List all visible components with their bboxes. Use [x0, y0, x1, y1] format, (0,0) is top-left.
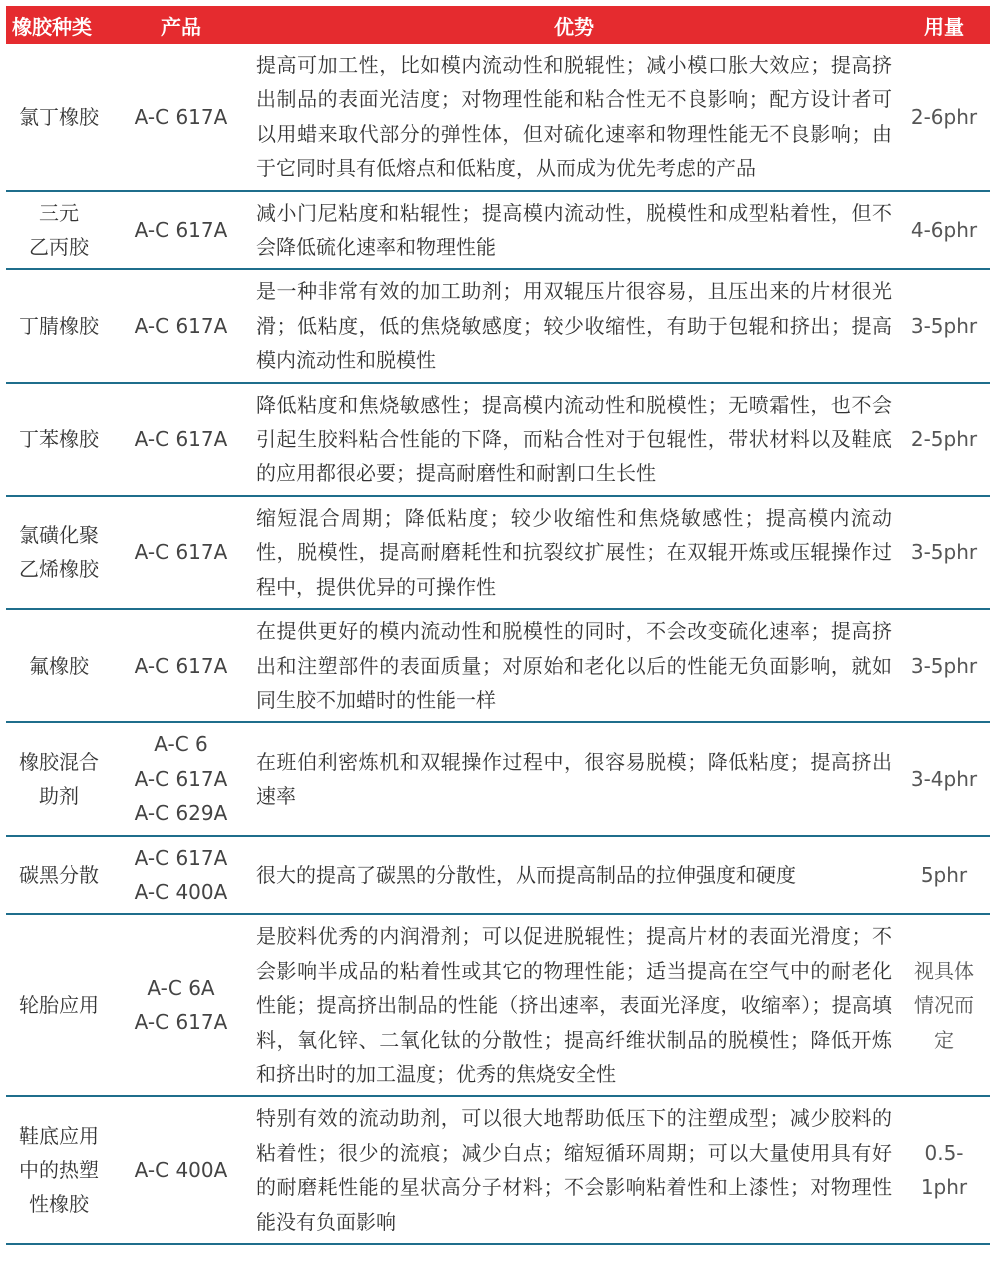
advantage-cell: 提高可加工性，比如模内流动性和脱辊性；减小模口胀大效应；提高挤出制品的表面光洁度；对物理性能和粘合性无不良影响；配方设计者可以用蜡来取代部分的弹性体，但对硫化速率和物理性能无不良影响；由于它同时具有低熔点和低粘度，从而成为优先考虑的产品	[250, 44, 898, 191]
advantage-cell: 在班伯利密炼机和双辊操作过程中，很容易脱模；降低粘度；提高挤出速率	[250, 722, 898, 835]
dosage-line: 2-5phr	[910, 427, 978, 452]
dosage-cell	[898, 836, 990, 915]
rubber-type-line: 中的热塑	[19, 1157, 99, 1182]
dosage-line: 情况而	[914, 993, 974, 1018]
rubber-type-line: 氯磺化聚	[19, 523, 99, 548]
product-name: A-C 6	[154, 732, 208, 757]
product-name: A-C 617A	[134, 766, 228, 791]
rubber-type-line: 丁苯橡胶	[19, 427, 99, 452]
product-cell	[112, 269, 250, 382]
table-row	[6, 496, 990, 609]
header-product: 产品	[112, 6, 250, 44]
advantage-cell: 特别有效的流动助剂，可以很大地帮助低压下的注塑成型；减少胶料的粘着性；很少的流痕；减少白点；缩短循环周期；可以大量使用具有好的耐磨耗性能的星状高分子材料；不会影响粘着性和上漆性；对物理性能没有负面影响	[250, 1096, 898, 1244]
dosage-cell	[898, 496, 990, 609]
rubber-type-cell	[6, 1096, 112, 1244]
product-name: A-C 617A	[134, 845, 228, 870]
product-cell	[112, 914, 250, 1096]
rubber-type-line: 助剂	[39, 783, 79, 808]
header-rubber-type: 橡胶种类	[6, 6, 112, 44]
rubber-type-cell	[6, 383, 112, 496]
rubber-type-line: 碳黑分散	[19, 862, 99, 887]
product-name: A-C 617A	[134, 653, 228, 678]
rubber-type-line: 橡胶混合	[19, 749, 99, 774]
rubber-type-line: 氟橡胶	[29, 653, 89, 678]
dosage-line: 3-5phr	[910, 540, 978, 565]
rubber-type-line: 轮胎应用	[19, 993, 99, 1018]
header-advantage: 优势	[250, 6, 898, 44]
dosage-line: 3-4phr	[910, 766, 978, 791]
rubber-type-cell	[6, 44, 112, 191]
dosage-line: 3-5phr	[910, 653, 978, 678]
table-row	[6, 722, 990, 835]
dosage-cell	[898, 191, 990, 270]
advantage-cell: 降低粘度和焦烧敏感性；提高模内流动性和脱模性；无喷霜性，也不会引起生胶料粘合性能的下降，而粘合性对于包辊性，带状材料以及鞋底的应用都很必要；提高耐磨性和耐割口生长性	[250, 383, 898, 496]
table-row	[6, 609, 990, 722]
table-body	[6, 44, 990, 1244]
dosage-line: 视具体	[914, 958, 974, 983]
rubber-additive-table	[6, 6, 990, 1245]
rubber-type-line: 丁腈橡胶	[19, 313, 99, 338]
dosage-line: 1phr	[920, 1175, 968, 1200]
product-name: A-C 400A	[134, 879, 228, 904]
dosage-cell	[898, 609, 990, 722]
product-cell	[112, 496, 250, 609]
header-dosage: 用量	[898, 6, 990, 44]
rubber-type-line: 鞋底应用	[19, 1123, 99, 1148]
product-name: A-C 629A	[134, 801, 228, 826]
product-name: A-C 617A	[134, 217, 228, 242]
dosage-cell	[898, 914, 990, 1096]
table-row	[6, 269, 990, 382]
product-cell	[112, 609, 250, 722]
rubber-type-cell	[6, 191, 112, 270]
rubber-type-cell	[6, 836, 112, 915]
rubber-type-line: 乙烯橡胶	[19, 557, 99, 582]
rubber-type-line: 三元	[39, 200, 79, 225]
product-cell	[112, 722, 250, 835]
rubber-type-cell	[6, 496, 112, 609]
dosage-cell	[898, 1096, 990, 1244]
product-cell	[112, 1096, 250, 1244]
dosage-line: 3-5phr	[910, 313, 978, 338]
product-name: A-C 400A	[134, 1157, 228, 1182]
product-name: A-C 617A	[134, 104, 228, 129]
rubber-type-line: 性橡胶	[29, 1192, 89, 1217]
dosage-cell	[898, 44, 990, 191]
dosage-line: 5phr	[920, 862, 968, 887]
rubber-type-cell	[6, 722, 112, 835]
advantage-cell: 在提供更好的模内流动性和脱模性的同时，不会改变硫化速率；提高挤出和注塑部件的表面质量；对原始和老化以后的性能无负面影响，就如同生胶不加蜡时的性能一样	[250, 609, 898, 722]
advantage-cell: 是胶料优秀的内润滑剂；可以促进脱辊性；提高片材的表面光滑度；不会影响半成品的粘着性或其它的物理性能；适当提高在空气中的耐老化性能；提高挤出制品的性能（挤出速率，表面光泽度，收缩率）；提高填料，氧化锌、二氧化钛的分散性；提高纤维状制品的脱模性；降低开炼和挤出时的加工温度；优秀的焦烧安全性	[250, 914, 898, 1096]
dosage-cell	[898, 383, 990, 496]
dosage-line: 4-6phr	[910, 217, 978, 242]
table-row	[6, 1096, 990, 1244]
advantage-cell: 减小门尼粘度和粘辊性；提高模内流动性，脱模性和成型粘着性，但不会降低硫化速率和物理性能	[250, 191, 898, 270]
dosage-line: 2-6phr	[910, 104, 978, 129]
product-cell	[112, 383, 250, 496]
advantage-cell: 很大的提高了碳黑的分散性，从而提高制品的拉伸强度和硬度	[250, 836, 898, 915]
rubber-type-cell	[6, 914, 112, 1096]
table-header	[6, 6, 990, 44]
product-cell	[112, 191, 250, 270]
product-cell	[112, 44, 250, 191]
dosage-cell	[898, 722, 990, 835]
table-row	[6, 914, 990, 1096]
product-name: A-C 617A	[134, 1010, 228, 1035]
advantage-cell: 缩短混合周期；降低粘度；较少收缩性和焦烧敏感性；提高模内流动性，脱模性，提高耐磨耗性和抗裂纹扩展性；在双辊开炼或压辊操作过程中，提供优异的可操作性	[250, 496, 898, 609]
table-row	[6, 383, 990, 496]
advantage-cell: 是一种非常有效的加工助剂；用双辊压片很容易，且压出来的片材很光滑；低粘度，低的焦烧敏感度；较少收缩性，有助于包辊和挤出；提高模内流动性和脱模性	[250, 269, 898, 382]
rubber-type-line: 氯丁橡胶	[19, 104, 99, 129]
rubber-type-cell	[6, 269, 112, 382]
dosage-line: 0.5-	[924, 1140, 964, 1165]
rubber-type-line: 乙丙胶	[29, 235, 89, 260]
product-cell	[112, 836, 250, 915]
rubber-type-cell	[6, 609, 112, 722]
product-name: A-C 617A	[134, 313, 228, 338]
dosage-cell	[898, 269, 990, 382]
product-name: A-C 6A	[147, 975, 215, 1000]
dosage-line: 定	[934, 1027, 954, 1052]
table-row	[6, 191, 990, 270]
table-row	[6, 44, 990, 191]
product-name: A-C 617A	[134, 427, 228, 452]
product-name: A-C 617A	[134, 540, 228, 565]
table-row	[6, 836, 990, 915]
